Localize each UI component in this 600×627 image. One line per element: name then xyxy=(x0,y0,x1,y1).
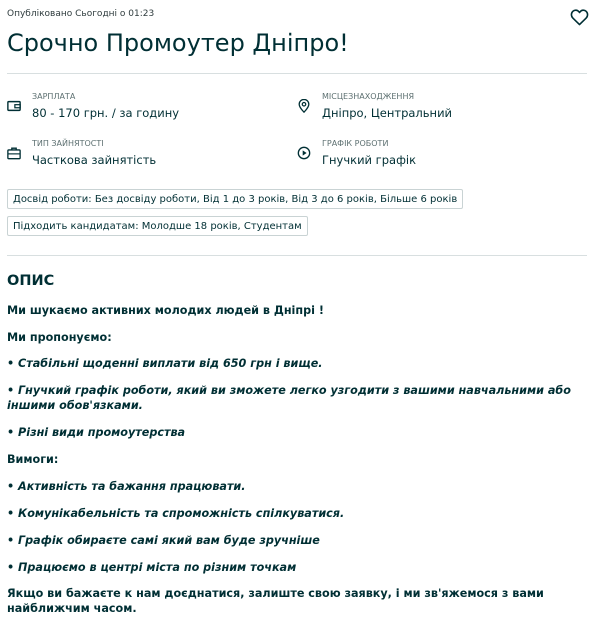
location-pin-icon xyxy=(297,99,311,113)
divider xyxy=(7,73,587,74)
schedule-label: ГРАФІК РОБОТИ xyxy=(322,139,389,148)
briefcase-icon xyxy=(7,146,21,160)
tag-candidates[interactable]: Підходить кандидатам: Молодше 18 років, Студентам xyxy=(7,216,308,236)
tag-experience[interactable]: Досвід роботи: Без досвіду роботи, Від 1 до 3 років, Від 3 до 6 років, Більше 6 років xyxy=(7,189,463,209)
location-value: Дніпро, Центральний xyxy=(322,106,453,120)
schedule-value: Гнучкий графік xyxy=(322,153,417,167)
wallet-icon xyxy=(7,99,21,113)
play-circle-icon xyxy=(297,146,311,160)
description-paragraph: Ми шукаємо активних молодих людей в Дніпрі ! xyxy=(7,304,324,317)
page-title: Срочно Промоутер Дніпро! xyxy=(7,29,349,57)
published-date: Опубліковано Сьогодні о 01:23 xyxy=(7,9,155,19)
salary-value: 80 - 170 грн. / за годину xyxy=(32,106,180,120)
requirement-item: • Комунікабельність та спроможність спілкуватися. xyxy=(7,507,345,520)
requirement-item: • Активність та бажання працювати. xyxy=(7,480,246,493)
description-heading: ОПИС xyxy=(7,273,55,289)
divider xyxy=(7,255,587,256)
offer-item: • Стабільні щоденні виплати від 650 грн і вище. xyxy=(7,357,323,370)
requirement-item: • Працюємо в центрі міста по різним точкам xyxy=(7,561,297,574)
description-paragraph: Ми пропонуємо: xyxy=(7,331,112,344)
offer-item: • Гнучкий графік роботи, який ви зможете легко узгодити з вашими навчальними або іншими обов'язками. xyxy=(7,384,571,412)
offer-item: • Різні види промоутерства xyxy=(7,426,186,439)
description-paragraph: Якщо ви бажаєте к нам доєднатися, залиште свою заявку, і ми зв'яжемося з вами найближчим часом. xyxy=(7,587,544,615)
employment-value: Часткова зайнятість xyxy=(32,153,157,167)
salary-label: ЗАРПЛАТА xyxy=(32,92,76,101)
employment-label: ТИП ЗАЙНЯТОСТІ xyxy=(32,139,104,148)
heart-icon[interactable] xyxy=(570,8,589,26)
requirement-item: • Графік обираєте самі який вам буде зручніше xyxy=(7,534,320,547)
location-label: МІСЦЕЗНАХОДЖЕННЯ xyxy=(322,92,415,101)
requirements-heading: Вимоги: xyxy=(7,453,59,466)
